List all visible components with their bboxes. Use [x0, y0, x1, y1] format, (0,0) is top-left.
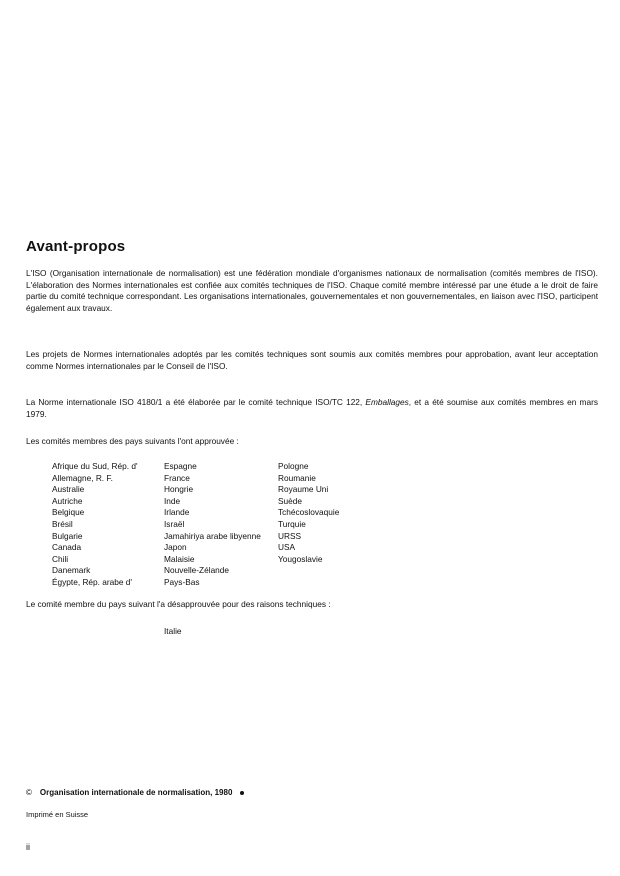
- country-item: Belgique: [52, 507, 85, 518]
- country-item: Afrique du Sud, Rép. d': [52, 461, 138, 471]
- paragraph-approvals: Les comités membres des pays suivants l'ont approuvée :: [26, 436, 239, 446]
- country-item: Malaisie: [164, 553, 195, 564]
- country-list-col3: [278, 461, 339, 565]
- country-item: Suède: [278, 495, 302, 506]
- copyright-text: Organisation internationale de normalisation, 1980: [39, 788, 233, 797]
- country-item: Nouvelle-Zélande: [164, 565, 230, 576]
- printed-in: Imprimé en Suisse: [26, 810, 89, 819]
- disapproving-country: Italie: [164, 626, 182, 636]
- country-item: Israël: [164, 518, 185, 529]
- country-item: Inde: [164, 495, 181, 506]
- country-item: Canada: [52, 542, 82, 553]
- country-item: Danemark: [52, 565, 91, 576]
- country-item: Royaume Uni: [278, 484, 329, 495]
- paragraph-iso-intro: L'ISO (Organisation internationale de normalisation) est une fédération mondiale d'organismes nationaux de normalisation (comités membres de l'ISO). L'élaboration des Normes internationales est confiée aux comités techniques de l'ISO. Chaque comité membre intéressé par une étude a le droit de faire partie du comité technique correspondant. Les organisations internationales, gouvernementales et non gouvernementales, en liaison avec l'ISO, participent également aux travaux.: [26, 268, 598, 313]
- country-item: Pays-Bas: [164, 576, 200, 587]
- country-item: URSS: [278, 530, 302, 541]
- country-list-col2: [164, 461, 261, 589]
- committee-name: Emballages: [365, 397, 409, 407]
- country-item: USA: [278, 542, 296, 553]
- page-number: ii: [26, 842, 30, 852]
- country-item: Brésil: [52, 518, 73, 529]
- country-item: Roumanie: [278, 472, 316, 483]
- country-item: Jamahiriya arabe libyenne: [164, 530, 261, 541]
- paragraph-standard-origin-end: , et a été soumise aux comités membres en mars 1979.: [26, 397, 598, 419]
- country-item: Tchécoslovaquie: [278, 507, 340, 518]
- country-item: Autriche: [52, 495, 83, 506]
- paragraph-standard-origin-start: La Norme internationale ISO 4180/1 a été élaborée par le comité technique ISO/TC 122,: [26, 397, 366, 407]
- paragraph-draft-standards: Les projets de Normes internationales adoptés par les comités techniques sont soumis aux comités membres pour approbation, avant leur acceptation comme Normes internationales par le Conseil de l'ISO.: [26, 349, 598, 371]
- page-heading: Avant-propos: [26, 238, 126, 255]
- country-item: France: [164, 472, 190, 483]
- country-item: Bulgarie: [52, 530, 83, 541]
- country-item: Australie: [52, 484, 85, 495]
- country-item: Égypte, Rép. arabe d': [52, 576, 132, 587]
- paragraph-disapproval: Le comité membre du pays suivant l'a désapprouvée pour des raisons techniques :: [26, 599, 331, 609]
- country-item: Hongrie: [164, 484, 194, 495]
- country-list-col1: [52, 461, 138, 589]
- country-item: Espagne: [164, 461, 197, 471]
- bullet-icon: [240, 791, 244, 795]
- country-item: Japon: [164, 542, 187, 553]
- copyright-symbol: ©: [26, 788, 32, 797]
- paragraph-standard-origin: [26, 397, 598, 420]
- country-item: Turquie: [278, 518, 306, 529]
- country-item: Allemagne, R. F.: [52, 472, 113, 483]
- copyright-line: [26, 788, 244, 797]
- country-item: Yougoslavie: [278, 553, 323, 564]
- country-item: Chili: [52, 553, 69, 564]
- country-item: Irlande: [164, 507, 190, 518]
- country-item: Pologne: [278, 461, 309, 471]
